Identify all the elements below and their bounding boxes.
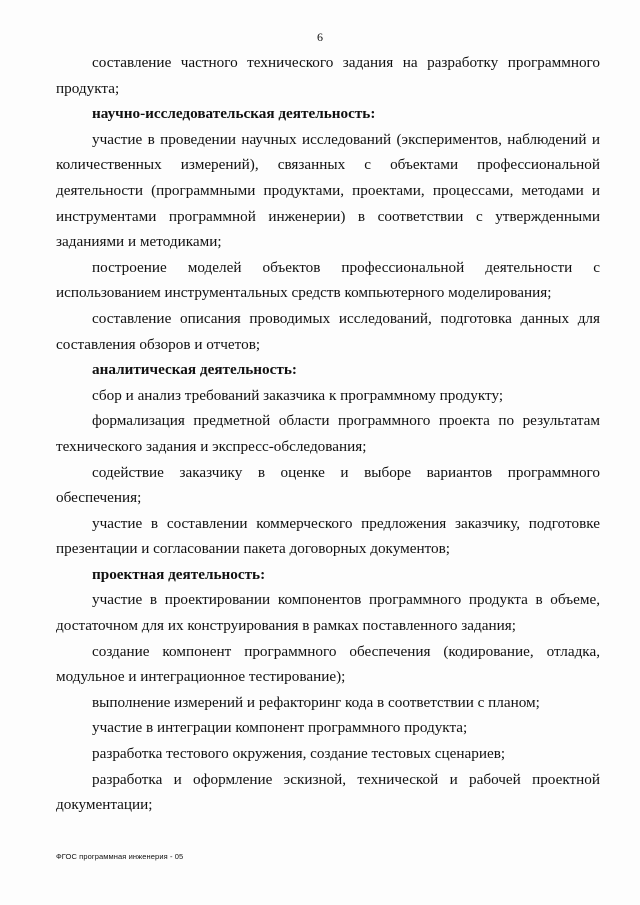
paragraph: участие в проведении научных исследований (экспериментов, наблюдений и количественных измерений), связанных с объектами профессиональной деятельности (программными продуктами, проектами, процессами, методами и инструментами программной инженерии) в соответствии с утвержденными заданиями и методиками; <box>56 130 600 251</box>
paragraph: составление описания проводимых исследований, подготовка данных для составления обзоров и отчетов; <box>56 309 600 353</box>
paragraph: выполнение измерений и рефакторинг кода в соответствии с планом; <box>92 693 540 711</box>
paragraph: содействие заказчику в оценке и выборе вариантов программного обеспечения; <box>56 463 600 507</box>
document-body <box>56 50 600 818</box>
paragraph: построение моделей объектов профессиональной деятельности с использованием инструментальных средств компьютерного моделирования; <box>56 258 600 302</box>
paragraph: участие в интеграции компонент программного продукта; <box>92 719 468 737</box>
paragraph: создание компонент программного обеспечения (кодирование, отладка, модульное и интеграционное тестирование); <box>56 642 600 686</box>
page-number: 6 <box>317 30 323 44</box>
paragraph: формализация предметной области программного проекта по результатам технического задания и экспресс-обследования; <box>56 412 600 455</box>
document-footer: ФГОС программная инженерия - 05 <box>56 852 184 861</box>
paragraph: участие в проектировании компонентов программного продукта в объеме, достаточном для их конструирования в рамках поставленного задания; <box>56 591 600 635</box>
section-heading: проектная деятельность: <box>92 565 266 583</box>
paragraph: составление частного технического задания на разработку программного продукта; <box>56 54 600 97</box>
section-heading: научно-исследовательская деятельность: <box>92 105 376 123</box>
paragraph: сбор и анализ требований заказчика к программному продукту; <box>92 386 504 404</box>
section-heading: аналитическая деятельность: <box>92 361 297 379</box>
paragraph: участие в составлении коммерческого предложения заказчику, подготовке презентации и согласовании пакета договорных документов; <box>56 514 600 558</box>
paragraph: разработка и оформление эскизной, технической и рабочей проектной документации; <box>56 770 600 814</box>
paragraph: разработка тестового окружения, создание тестовых сценариев; <box>92 745 506 763</box>
